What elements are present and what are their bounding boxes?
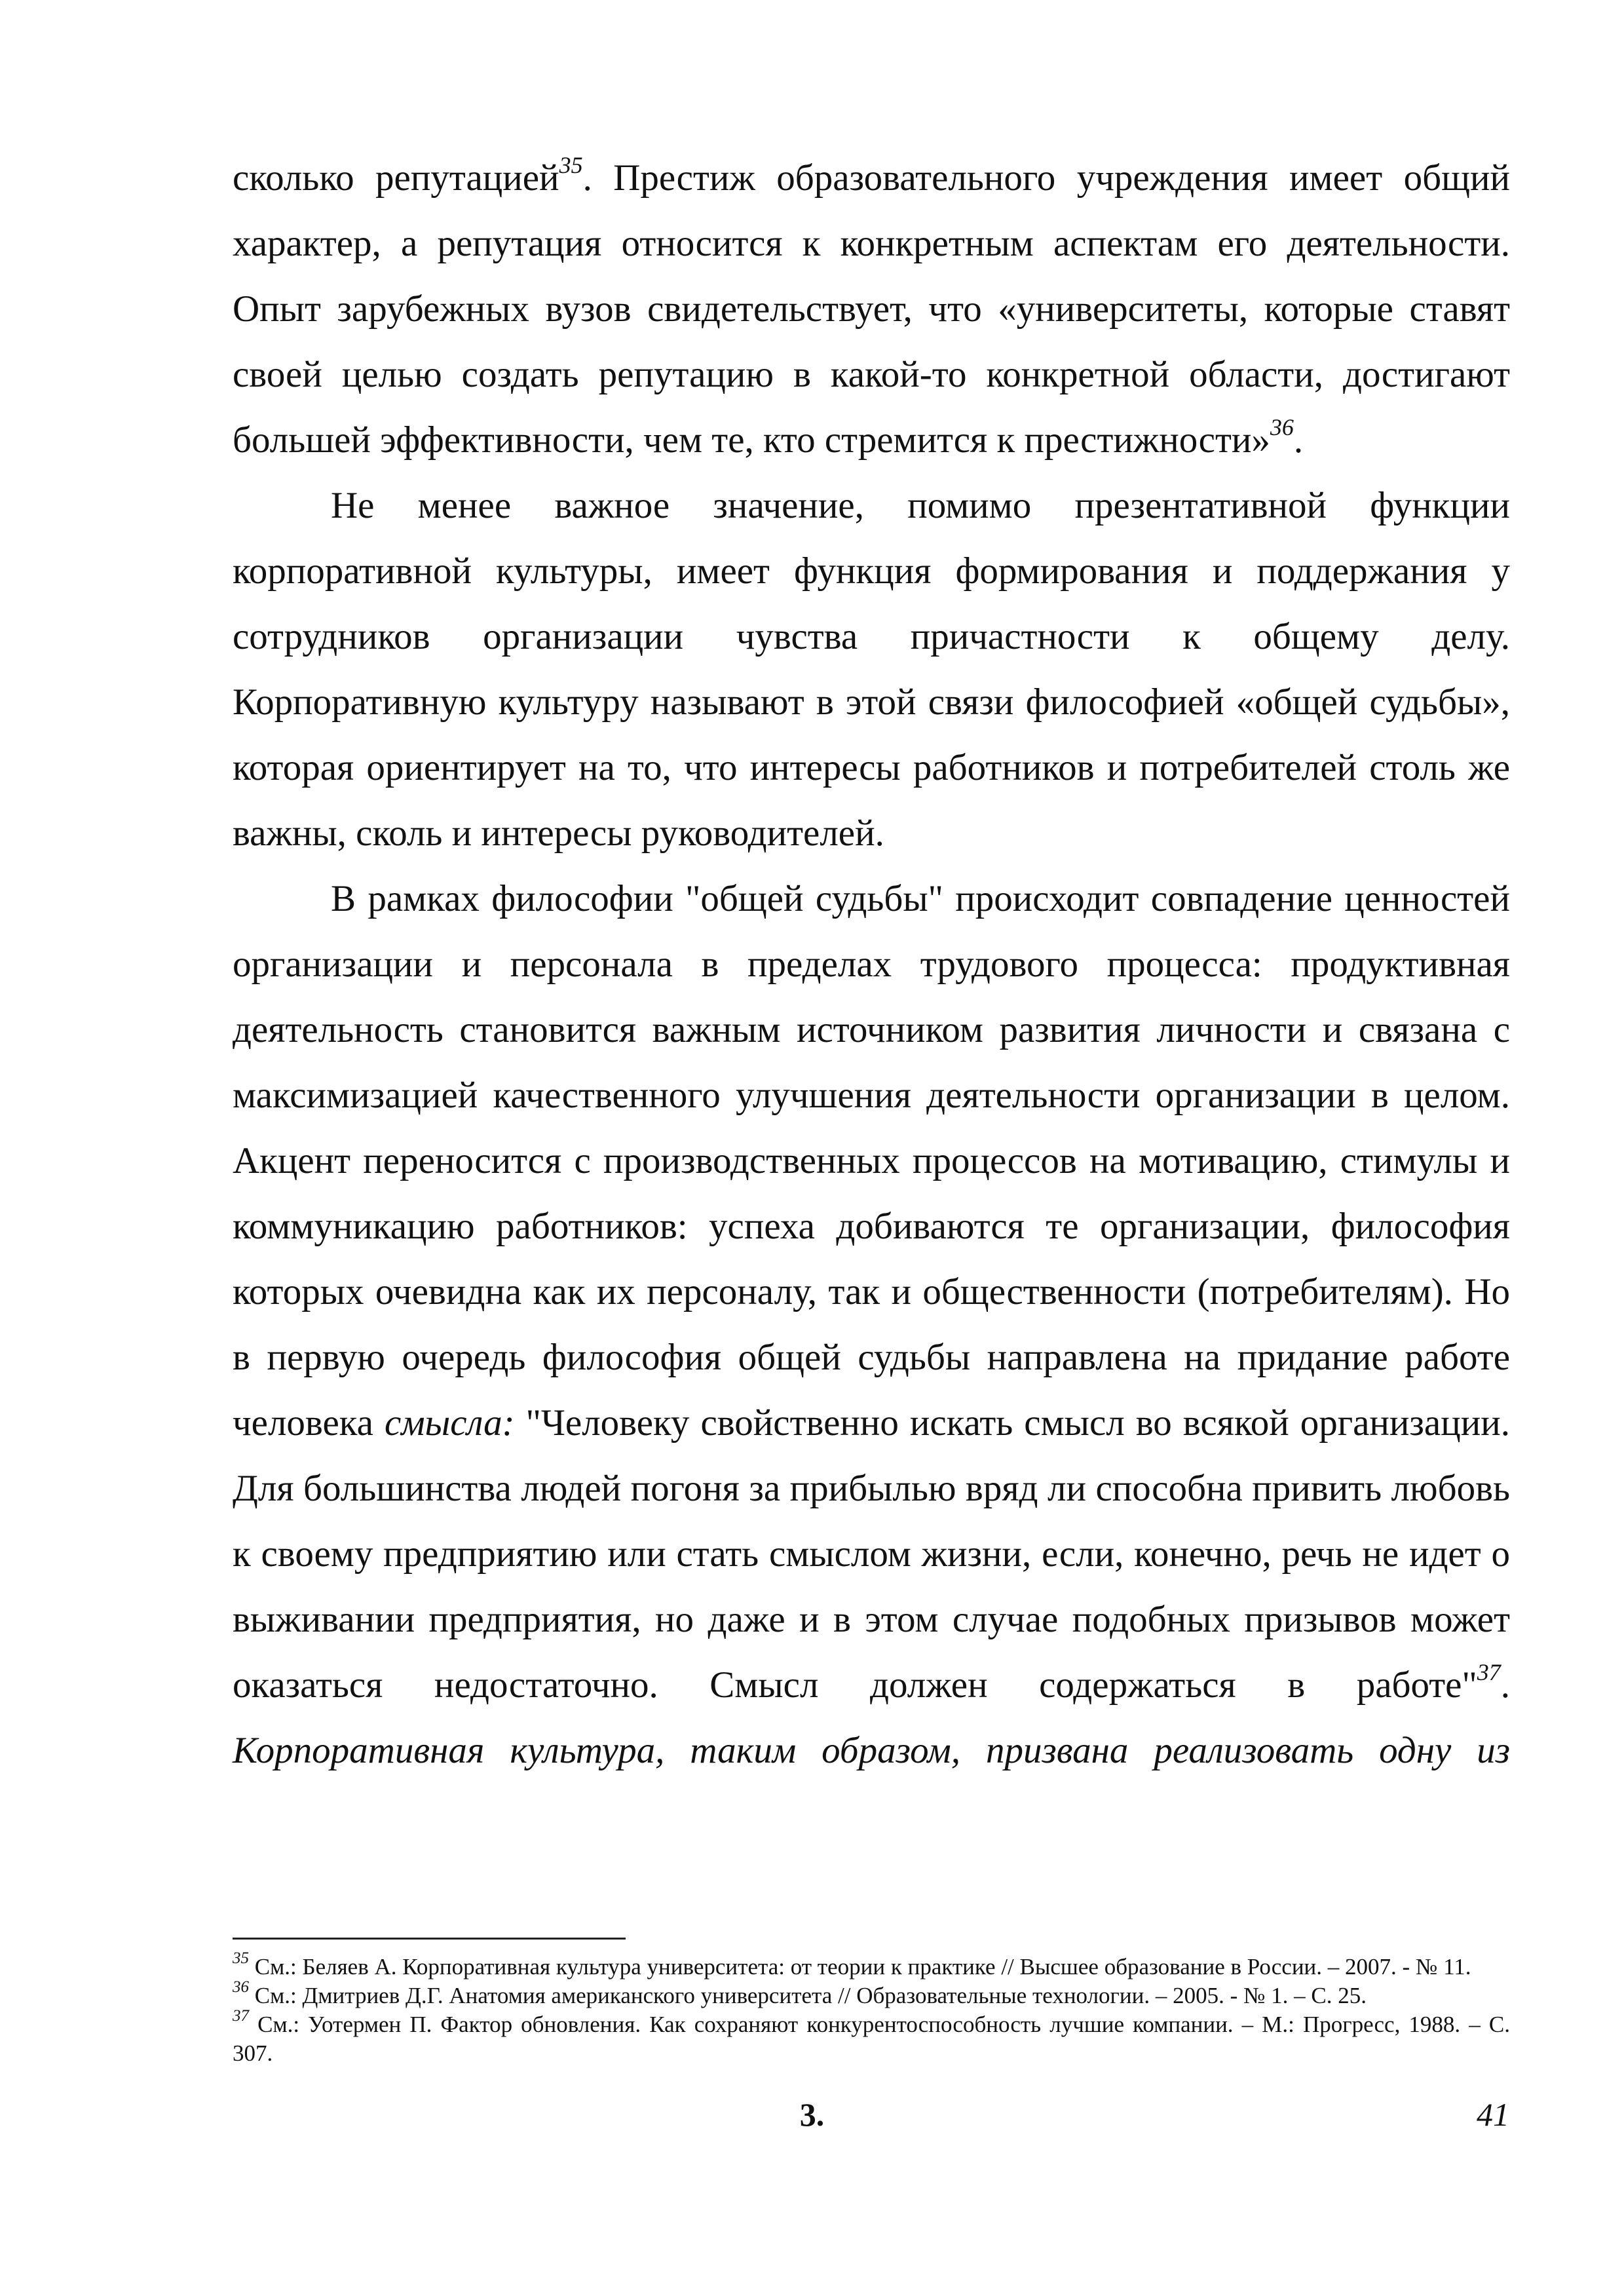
paragraph-1 — [233, 145, 1510, 473]
footnote-number: 36 — [233, 1978, 249, 1997]
footnote-ref-37: 37 — [1477, 1659, 1501, 1685]
page-number: 41 — [1477, 2096, 1509, 2133]
footnote-text: См.: Уотермен П. Фактор обновления. Как сохраняют конкурентоспособность лучшие компании. – М.: Прогресс, 1988. – С. 307. — [233, 2012, 1510, 2066]
footnotes — [233, 1949, 1510, 2068]
footnote-37 — [233, 2007, 1510, 2068]
paragraph-3-text-a: В рамках философии "общей судьбы" происходит совпадение ценностей организации и персонала в пределах трудового процесса: продуктивная деятельность становится важным источником развития личности и связана с максимизацией качественного улучшения деятельности организации в целом. Акцент переносится с производственных процессов на мотивацию, стимулы и коммуникацию работников: успеха добиваются те организации, философия которых очевидна как их персоналу, так и общественности (потребителям). Но в первую очередь философия общей судьбы направлена на придание работе человека — [233, 878, 1510, 1444]
paragraph-3 — [233, 866, 1510, 1784]
footnote-number: 37 — [233, 2007, 249, 2025]
paragraph-3-text-c: . — [1500, 1664, 1510, 1706]
footnote-35 — [233, 1949, 1510, 1981]
paragraph-1-text-b: . Престиж образовательного учреждения имеет общий характер, а репутация относится к конкретным аспектам его деятельности. Опыт зарубежных вузов свидетельствует, что «университеты, которые ставят своей целью создать репутацию в какой-то конкретной области, достигают большей эффективности, чем те, кто стремится к престижности» — [233, 157, 1510, 461]
footnote-text: См.: Беляев А. Корпоративная культура университета: от теории к практике // Высшее образование в России. – 2007. - № 11. — [249, 1954, 1471, 1980]
section-number: 3. — [799, 2096, 825, 2133]
paragraph-3-italic-word: смысла: — [384, 1402, 515, 1444]
footnote-separator — [233, 1938, 626, 1940]
main-text — [233, 145, 1510, 1784]
footnote-ref-36: 36 — [1270, 414, 1294, 440]
paragraph-3-text-b: "Человеку свойственно искать смысл во всякой организации. Для большинства людей погоня за прибылью вряд ли способна привить любовь к своему предприятию или стать смыслом жизни, если, конечно, речь не идет о выживании предприятия, но даже и в этом случае подобных призывов может оказаться недостаточно. Смысл должен содержаться в работе" — [233, 1402, 1510, 1706]
paragraph-1-text-a: сколько репутацией — [233, 157, 559, 199]
paragraph-1-text-c: . — [1293, 419, 1304, 461]
paragraph-2: Не менее важное значение, помимо презентативной функции корпоративной культуры, имеет функция формирования и поддержания у сотрудников организации чувства причастности к общему делу. Корпоративную культуру называют в этой связи философией «общей судьбы», которая ориентирует на то, что интересы работников и потребителей столь же важны, сколь и интересы руководителей. — [233, 485, 1510, 854]
footnote-number: 35 — [233, 1949, 249, 1968]
footnote-text: См.: Дмитриев Д.Г. Анатомия американского университета // Образовательные технологии. – 2005. - № 1. – С. 25. — [249, 1983, 1367, 2008]
footnote-36 — [233, 1978, 1510, 2010]
footnote-ref-35: 35 — [559, 152, 583, 178]
paragraph-3-italic-tail: Корпоративная культура, таким образом, призвана реализовать одну из — [233, 1730, 1510, 1771]
